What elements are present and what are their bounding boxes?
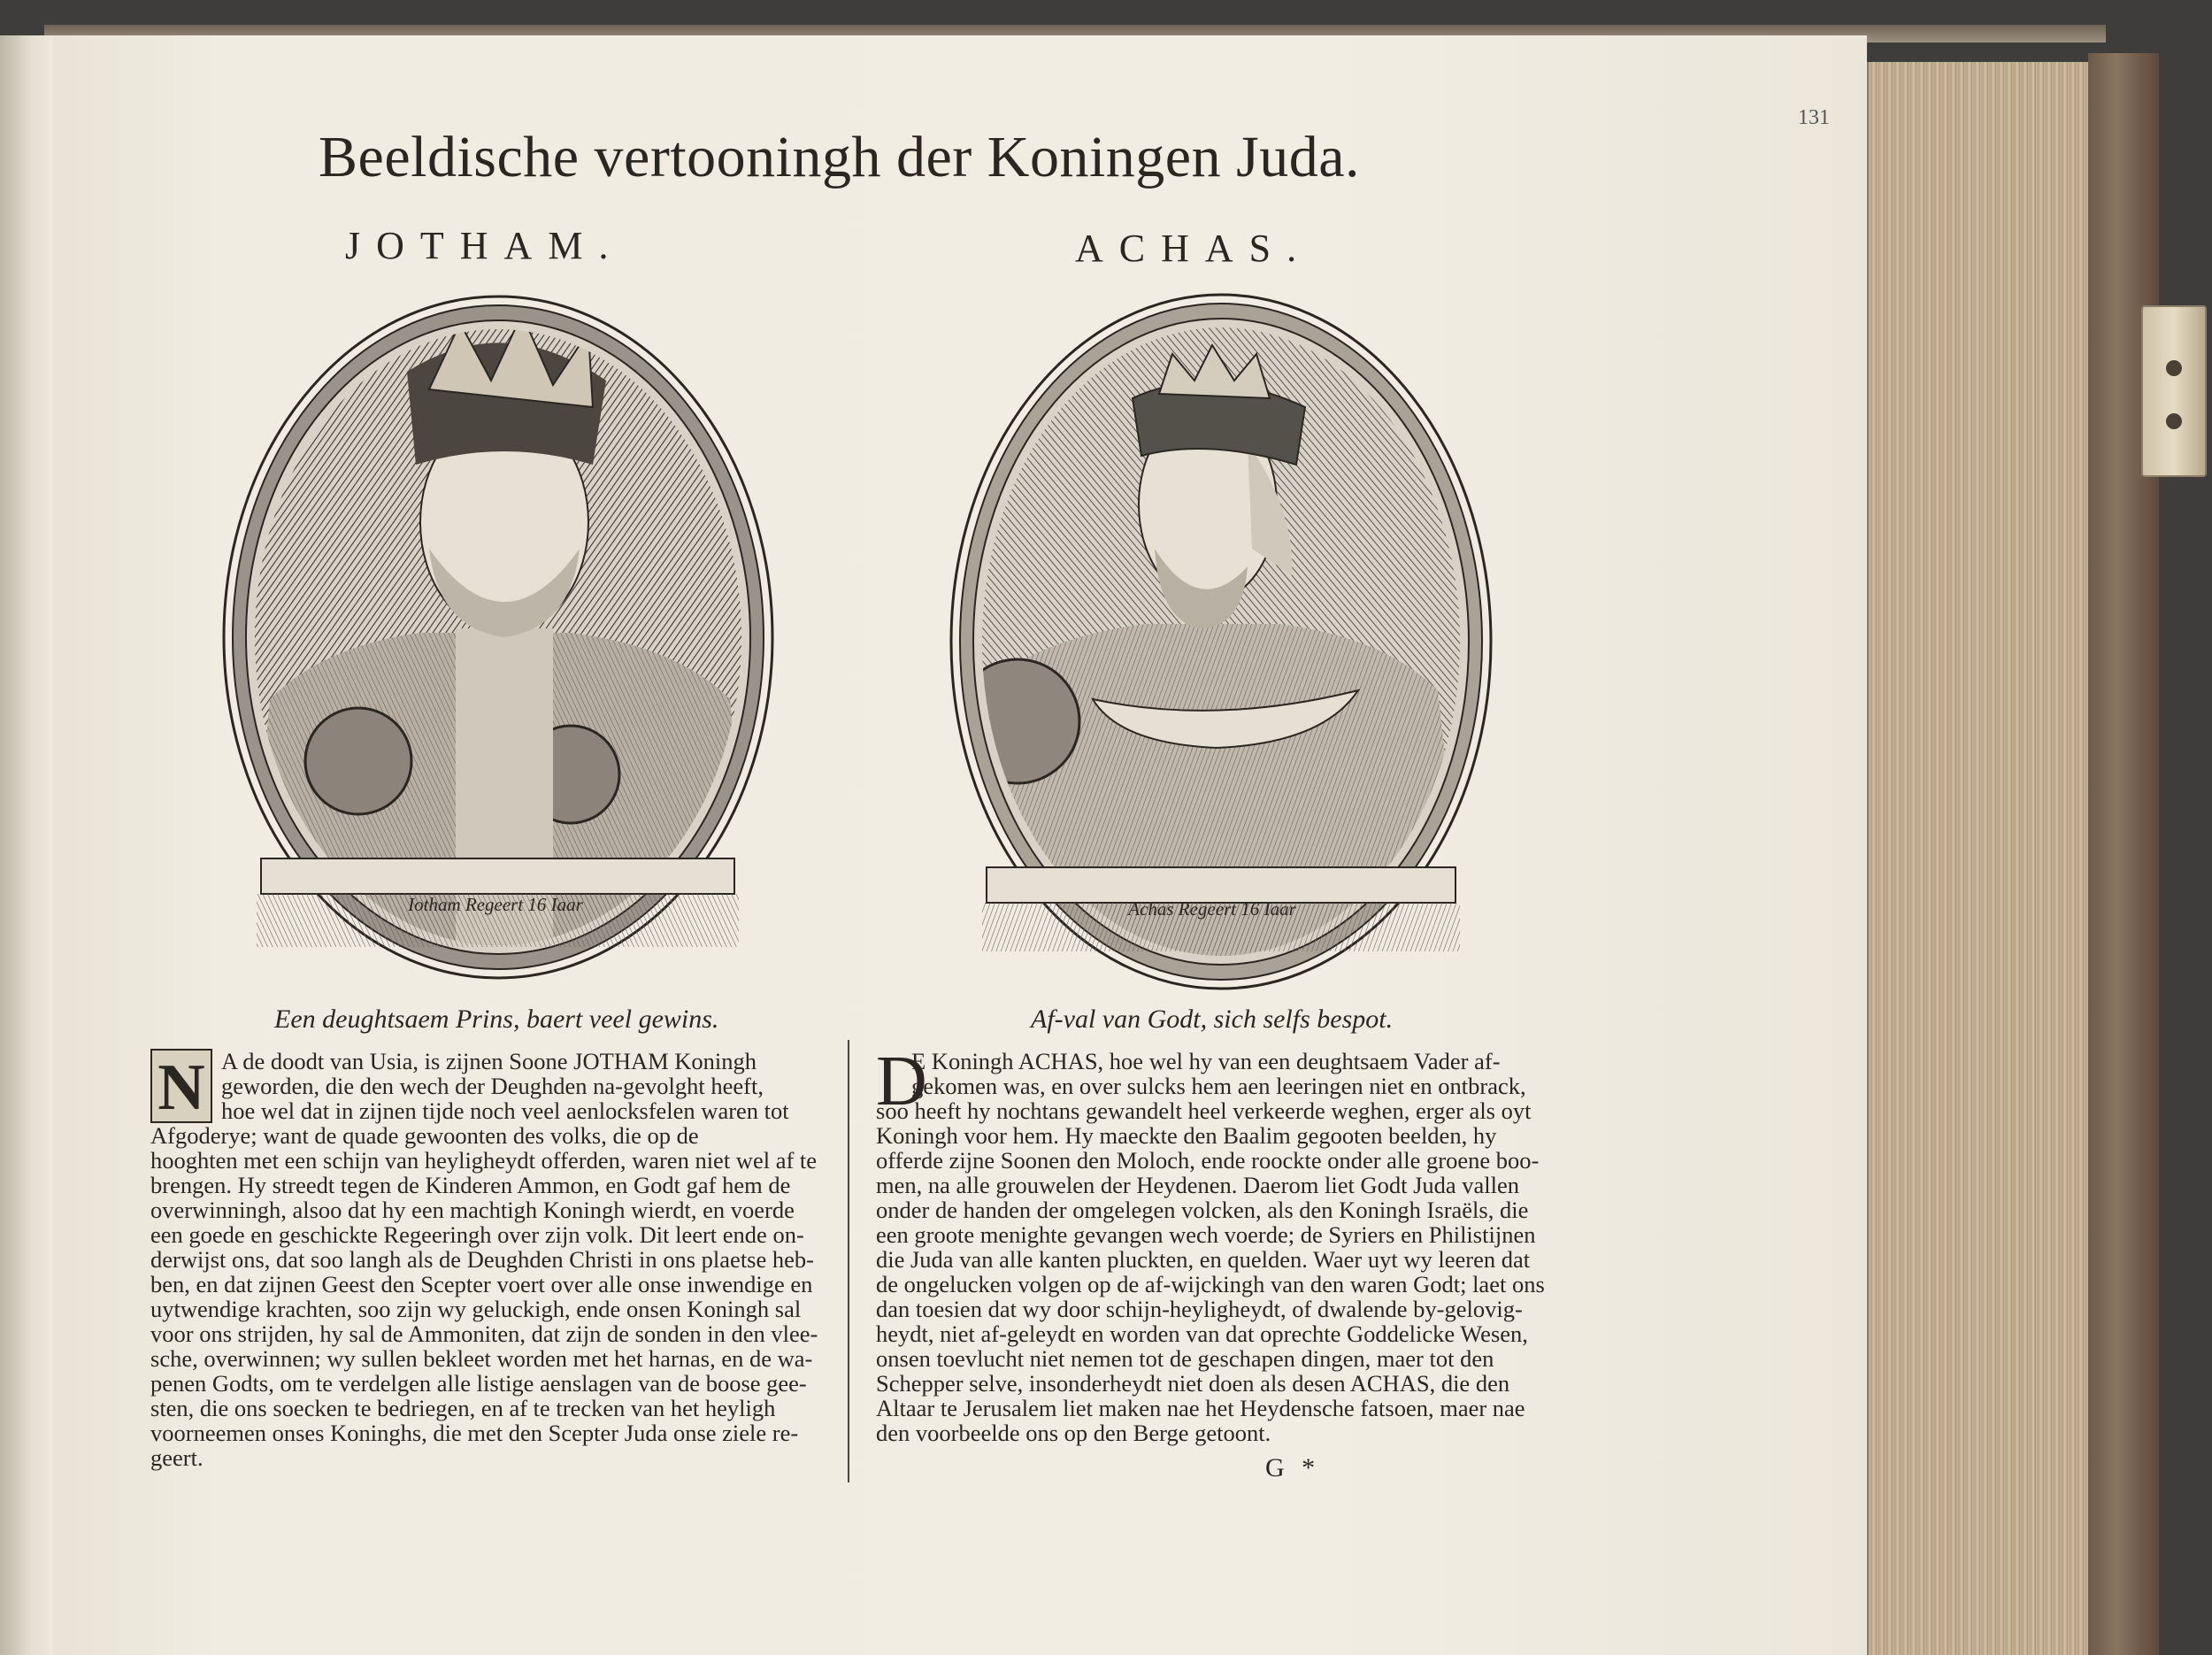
text-line: sche, overwinnen; wy sullen bekleet worden met het harnas, en de wa-	[150, 1345, 813, 1372]
initial-letter-n: N	[157, 1051, 205, 1124]
motto-right: Af-val van Godt, sich selfs bespot.	[1031, 1005, 1394, 1034]
page-number: 131	[1798, 106, 1830, 129]
text-line: men, na alle grouwelen der Heydenen. Daerom liet Godt Juda vallen	[876, 1172, 1520, 1198]
text-line: Altaar te Jerusalem liet maken nae het Heydensche fatsoen, maer nae	[876, 1395, 1525, 1421]
signature-mark: G *	[1265, 1453, 1321, 1482]
text-line: de ongelucken volgen op de af-wijckingh van den waren Godt; laet ons	[876, 1271, 1545, 1297]
text-line: ben, en dat zijnen Geest den Scepter voert over alle onse inwendige en	[150, 1271, 813, 1297]
text-line: heydt, niet af-geleydt en worden van dat oprechte Goddelicke Wesen,	[876, 1320, 1528, 1347]
clasp-rivet	[2166, 360, 2182, 376]
text-line: Koningh voor hem. Hy maeckte den Baalim gegooten beelden, hy	[876, 1122, 1497, 1149]
text-line: onder de handen der omgelegen volcken, als den Koningh Israëls, die	[876, 1197, 1529, 1223]
text-line: sten, die ons soecken te bedriegen, en af te trecken van het heyligh	[150, 1395, 776, 1421]
plate-caption-left: Iotham Regeert 16 Iaar	[408, 894, 583, 915]
text-line: een goede en geschickte Regeeringh over zijn volk. Dit leert ende on-	[150, 1221, 804, 1248]
text-line: derwijst ons, dat soo langh als de Deughden Christi in ons plaetse heb-	[150, 1246, 814, 1273]
text-line: hoe wel dat in zijnen tijde noch veel aenlocksfelen waren tot	[221, 1097, 789, 1124]
text-line: overwinningh, alsoo dat hy een machtigh Koningh wierdt, en voerde	[150, 1197, 795, 1223]
king-name-right: ACHAS.	[1075, 227, 1313, 270]
text-line: onsen toevlucht niet nemen tot de geschapen dingen, maer tot den	[876, 1345, 1494, 1372]
portrait-achas	[942, 283, 1500, 1005]
text-line: voorneemen onses Koninghs, die met den Scepter Juda onse ziele re-	[150, 1420, 799, 1446]
text-line: een groote menighte gevangen wech voerde; de Syriers en Philistijnen	[876, 1221, 1536, 1248]
king-name-left: JOTHAM.	[345, 224, 625, 267]
text-line: den voorbeelde ons op den Berge getoont.	[876, 1420, 1271, 1446]
text-column-left	[150, 1049, 823, 1470]
text-line: dan toesien dat wy door schijn-heyligheydt, of dwalende by-gelovig-	[876, 1296, 1523, 1322]
text-line: Afgoderye; want de quade gewoonten des volks, die op de	[150, 1122, 699, 1149]
text-line: brengen. Hy streedt tegen de Kinderen Ammon, en Godt gaf hem de	[150, 1172, 791, 1198]
motto-left: Een deughtsaem Prins, baert veel gewins.	[274, 1005, 719, 1034]
spine-shadow	[0, 35, 53, 1655]
text-line: die Juda van alle kanten pluckten, en quelden. Waer uyt wy leeren dat	[876, 1246, 1531, 1273]
text-line: Schepper selve, insonderheydt niet doen als desen ACHAS, die den	[876, 1370, 1510, 1397]
page-title: Beeldische vertooningh der Koningen Juda.	[319, 125, 1361, 189]
book-cover-edge	[2088, 53, 2159, 1655]
book-clasp	[2141, 305, 2207, 477]
text-column-right	[876, 1043, 1545, 1446]
initial-letter-d: D	[876, 1043, 927, 1120]
text-line: offerde zijne Soonen den Moloch, ende roockte onder alle groene boo-	[876, 1147, 1540, 1174]
text-line: gekomen was, en over sulcks hem aen leeringen niet en ontbrack,	[911, 1073, 1526, 1099]
portrait-jotham	[217, 283, 779, 991]
text-line: soo heeft hy nochtans gewandelt heel verkeerde weghen, erger als oyt	[876, 1097, 1532, 1124]
text-line: geert.	[150, 1444, 204, 1471]
column-divider	[848, 1040, 849, 1482]
page-edge-stack	[1867, 62, 2090, 1655]
clasp-rivet	[2166, 413, 2182, 429]
plate-caption-right: Achas Regeert 16 Iaar	[1128, 898, 1296, 920]
text-line: A de doodt van Usia, is zijnen Soone JOTHAM Koningh	[221, 1048, 757, 1074]
text-line: voor ons strijden, hy sal de Ammoniten, dat zijn de sonden in den vlee-	[150, 1320, 818, 1347]
text-line: E Koningh ACHAS, hoe wel hy van een deughtsaem Vader af-	[911, 1048, 1501, 1074]
text-line: penen Godts, om te verdelgen alle listige aenslagen van de boose gee-	[150, 1370, 807, 1397]
text-line: uytwendige krachten, soo zijn wy geluckigh, ende onsen Koningh sal	[150, 1296, 802, 1322]
text-line: geworden, die den wech der Deughden na-gevolght heeft,	[221, 1073, 764, 1099]
text-line: hooghten met een schijn van heyligheydt offerden, waren niet wel af te	[150, 1147, 818, 1174]
